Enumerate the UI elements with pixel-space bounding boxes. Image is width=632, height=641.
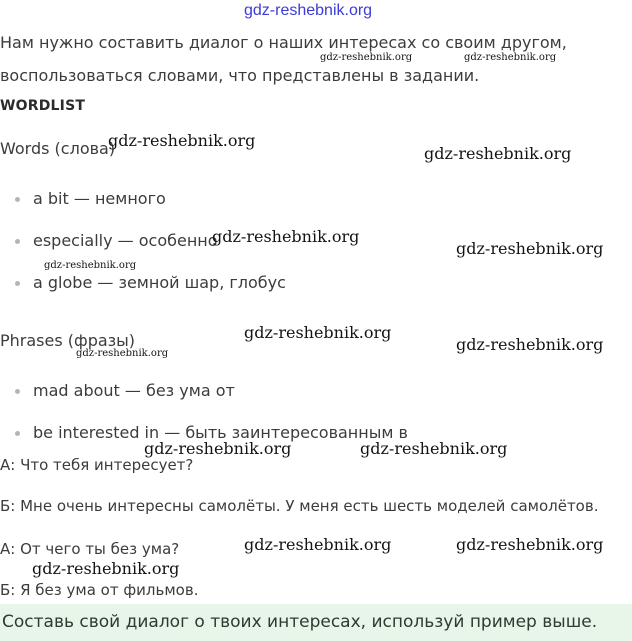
words-heading: Words (слова) xyxy=(0,139,116,158)
wordlist-heading: WORDLIST xyxy=(0,98,86,114)
watermark: gdz-reshebnik.org xyxy=(108,131,256,150)
watermark-top: gdz-reshebnik.org xyxy=(244,2,373,19)
watermark: gdz-reshebnik.org xyxy=(320,52,413,63)
watermark: gdz-reshebnik.org xyxy=(76,348,169,359)
dialog-line: А: Что тебя интересует? xyxy=(0,456,194,474)
word-item: especially — особенно xyxy=(33,231,218,250)
bullet-dot xyxy=(15,281,20,286)
dialog-line: Б: Я без ума от фильмов. xyxy=(0,581,199,599)
watermark: gdz-reshebnik.org xyxy=(360,439,508,458)
watermark: gdz-reshebnik.org xyxy=(244,323,392,342)
intro-line-2: воспользоваться словами, что представлены в задании. xyxy=(0,66,480,85)
watermark: gdz-reshebnik.org xyxy=(456,239,604,258)
watermark: gdz-reshebnik.org xyxy=(456,335,604,354)
bullet-dot xyxy=(15,197,20,202)
watermark: gdz-reshebnik.org xyxy=(144,439,292,458)
bullet-dot xyxy=(15,389,20,394)
bullet-dot xyxy=(15,239,20,244)
phrase-item: mad about — без ума от xyxy=(33,381,235,400)
watermark: gdz-reshebnik.org xyxy=(212,227,360,246)
dialog-line: А: От чего ты без ума? xyxy=(0,540,180,558)
watermark: gdz-reshebnik.org xyxy=(244,535,392,554)
watermark: gdz-reshebnik.org xyxy=(32,559,180,578)
watermark: gdz-reshebnik.org xyxy=(464,52,557,63)
phrases-heading: Phrases (фразы) xyxy=(0,331,136,350)
instruction-banner xyxy=(0,604,632,641)
instruction-text: Составь свой диалог о твоих интересах, используй пример выше. xyxy=(2,612,598,632)
word-item: a globe — земной шар, глобус xyxy=(33,273,286,292)
word-item: a bit — немного xyxy=(33,189,166,208)
bullet-dot xyxy=(15,431,20,436)
intro-line-1: Нам нужно составить диалог о наших интересах со своим другом, xyxy=(0,33,567,52)
phrase-item: be interested in — быть заинтересованным в xyxy=(33,423,408,442)
watermark: gdz-reshebnik.org xyxy=(44,260,137,271)
dialog-line: Б: Мне очень интересны самолёты. У меня есть шесть моделей самолётов. xyxy=(0,497,599,515)
watermark: gdz-reshebnik.org xyxy=(424,144,572,163)
watermark: gdz-reshebnik.org xyxy=(456,535,604,554)
